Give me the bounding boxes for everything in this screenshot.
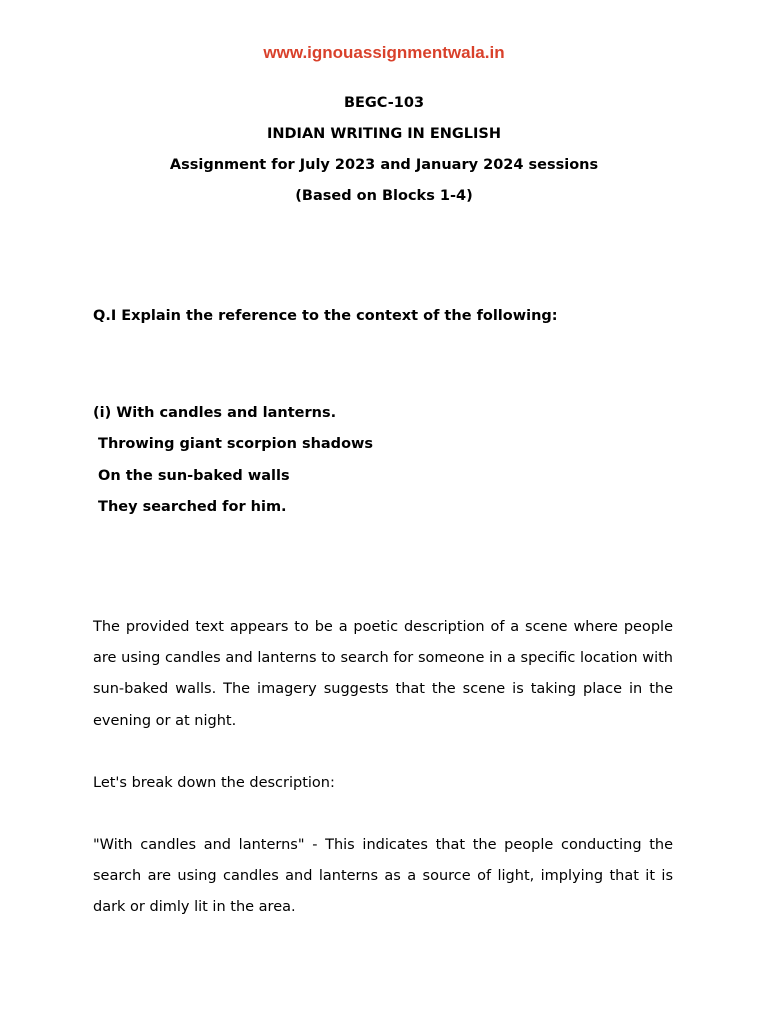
- course-code: BEGC-103: [343, 95, 425, 111]
- question-heading: Q.I Explain the reference to the context of the following:: [93, 308, 558, 324]
- session-info: Assignment for July 2023 and January 2024 sessions: [169, 157, 599, 173]
- body-paragraph-analysis: "With candles and lanterns" - This indicates that the people conducting the search are using candles and lanterns as a source of light, implying that it is dark or dimly lit in the area.: [93, 837, 673, 916]
- course-title: INDIAN WRITING IN ENGLISH: [266, 126, 502, 142]
- body-paragraph-breakdown: Let's break down the description:: [93, 775, 335, 791]
- poem-excerpt: [93, 398, 693, 523]
- site-url-header[interactable]: www.ignouassignmentwala.in: [263, 43, 505, 62]
- blocks-info: (Based on Blocks 1-4): [295, 188, 473, 204]
- poem-line: Throwing giant scorpion shadows: [93, 436, 374, 453]
- poem-line: On the sun-baked walls: [93, 467, 290, 484]
- poem-line: They searched for him.: [93, 498, 287, 515]
- assignment-header: [0, 88, 768, 212]
- body-paragraph-intro: The provided text appears to be a poetic description of a scene where people are using candles and lanterns to search for someone in a specific location with sun-baked walls. The imagery suggests that the scene is taking place in the evening or at night.: [93, 619, 673, 729]
- poem-line: (i) With candles and lanterns.: [93, 405, 337, 421]
